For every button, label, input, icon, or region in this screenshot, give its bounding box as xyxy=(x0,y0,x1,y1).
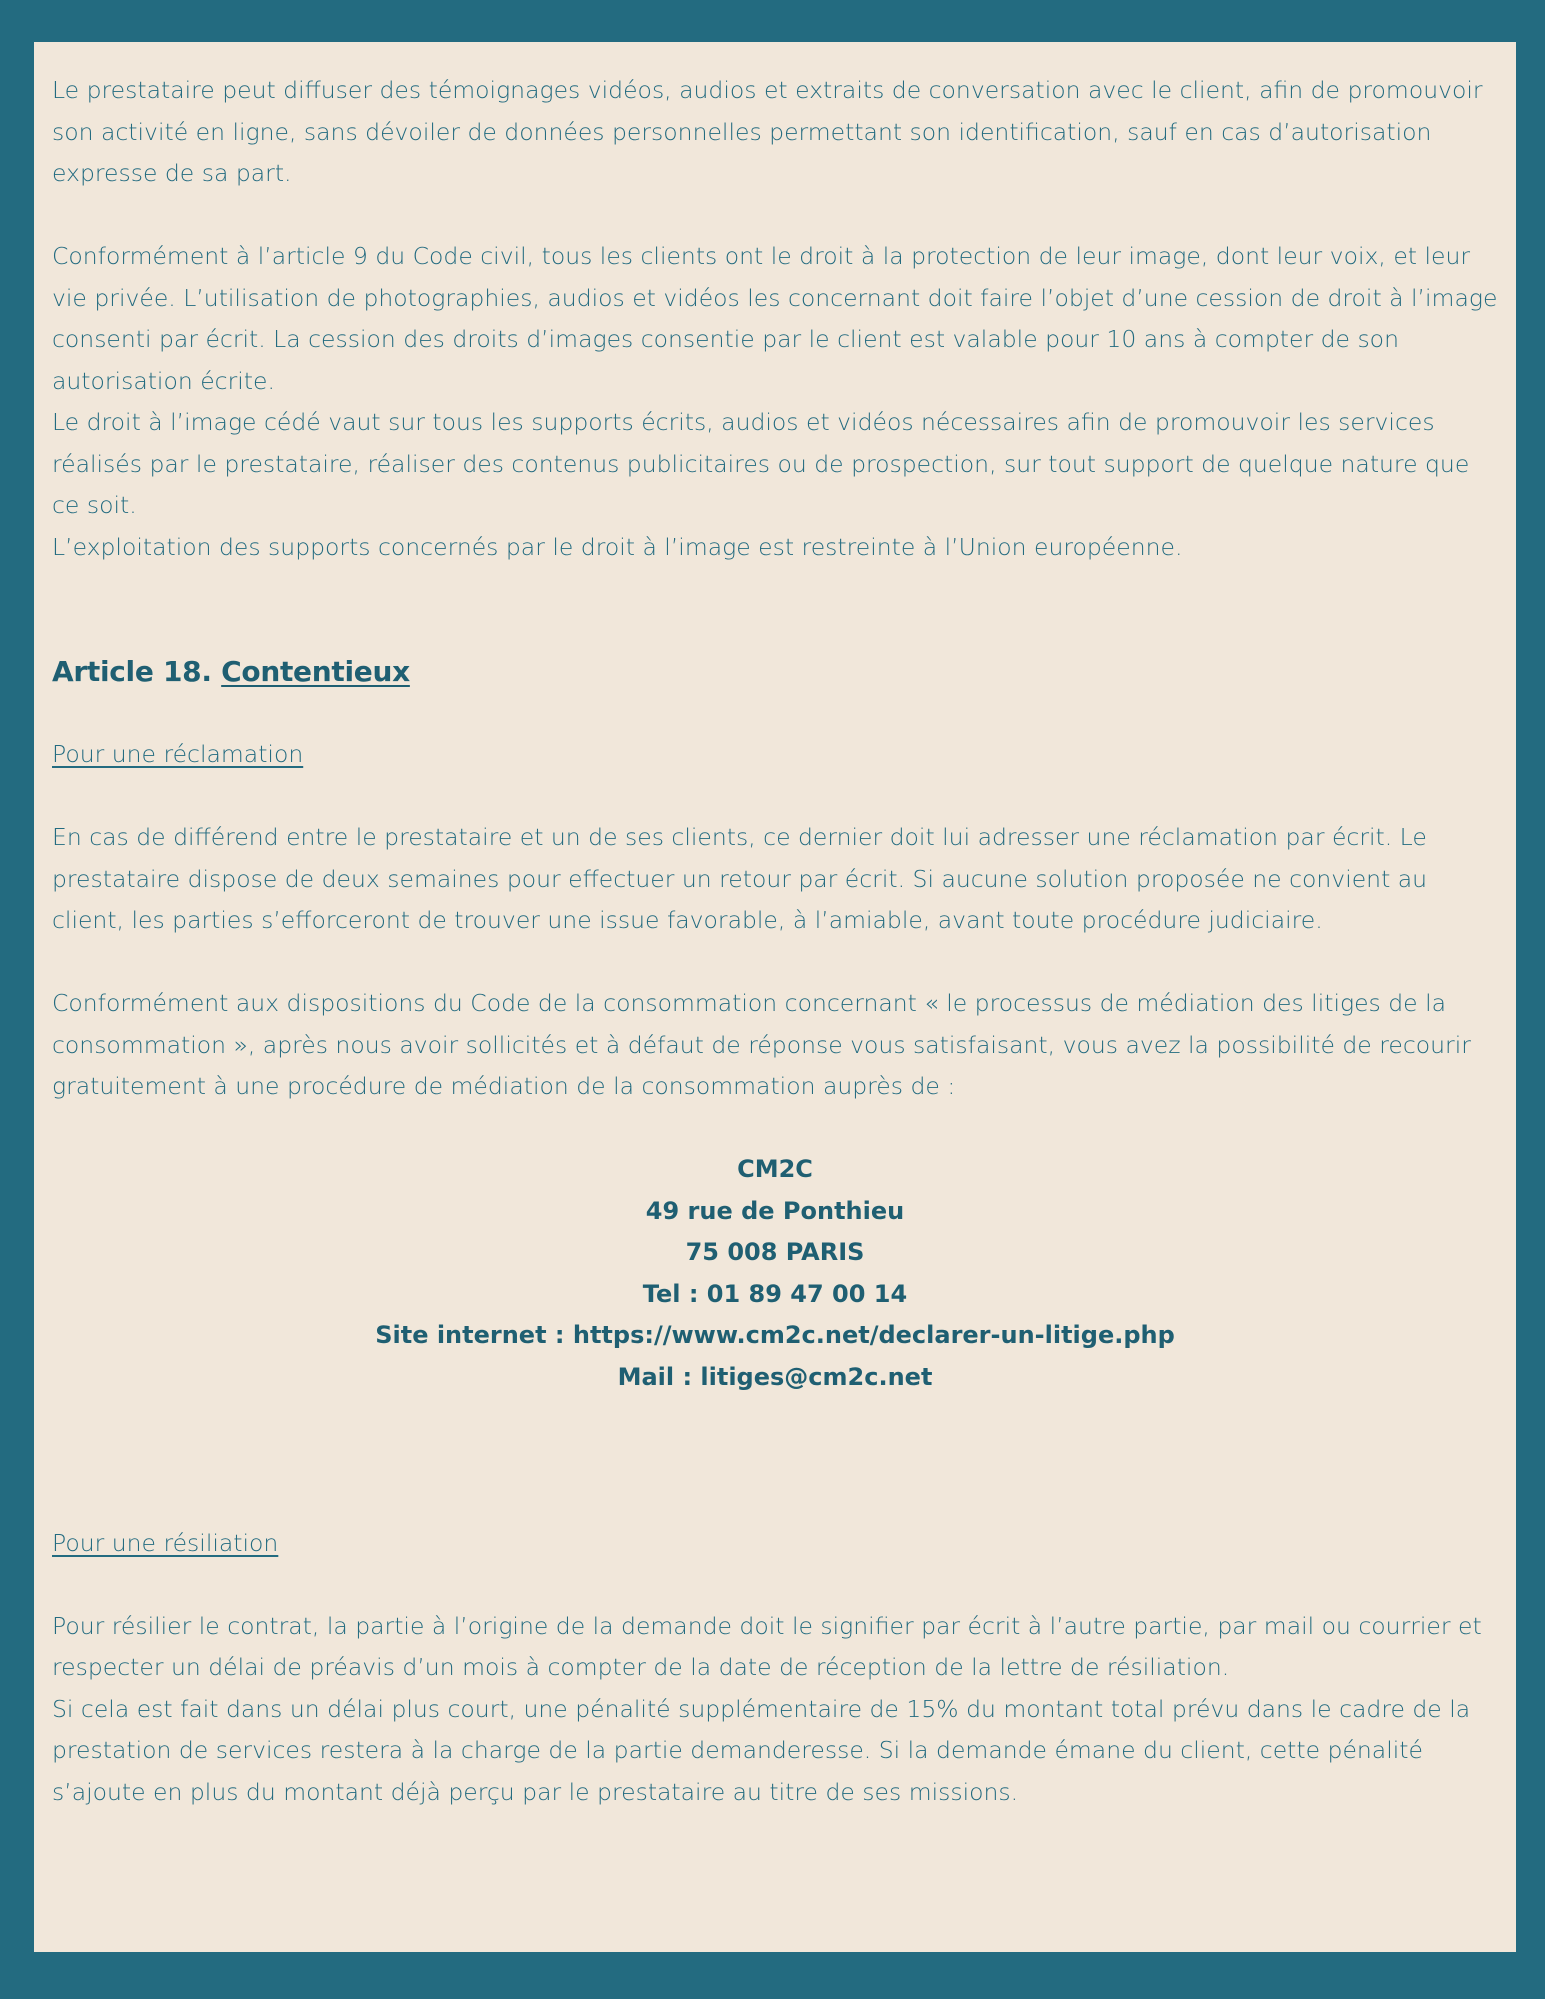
mediator-name: CM2C xyxy=(737,1155,813,1183)
document-page xyxy=(34,42,1516,1952)
mediator-street: 49 rue de Ponthieu xyxy=(645,1196,905,1225)
mediator-block xyxy=(52,1149,1498,1398)
intro-paragraph-testimonials: Le prestataire peut diffuser des témoignages vidéos, audios et extraits de conversation avec le client, afin de promouvoir son activité en ligne, sans dévoiler de données personnelles permettant son identification, sauf en cas d’autorisation expresse de sa part. xyxy=(52,76,1483,187)
intro-paragraph-image-supports: Le droit à l’image cédé vaut sur tous les supports écrits, audios et vidéos nécessaires afin de promouvoir les services réalisés par le prestataire, réaliser des contenus publicitaires ou de prospection, sur tout support de quelque nature que ce soit. xyxy=(52,408,1470,519)
resiliation-paragraph-notice: Pour résilier le contrat, la partie à l’origine de la demande doit le signifier par écrit à l’autre partie, par mail ou courrier et respecter un délai de préavis d’un mois à compter de la date de réception de la lettre de résiliation. xyxy=(52,1611,1482,1681)
mediator-website: Site internet : https://www.cm2c.net/declarer-un-litige.php xyxy=(375,1321,1175,1349)
resiliation-heading: Pour une résiliation xyxy=(52,1528,279,1557)
article-number: Article 18. xyxy=(52,655,212,688)
reclamation-paragraph-mediation: Conformément aux dispositions du Code de la consommation concernant « le processus de médiation des litiges de la consommation », après nous avoir sollicités et à défaut de réponse vous satisfaisant, vous avez la possibilité de recourir gratuitement à une procédure de médiation de la consommation auprès de : xyxy=(52,989,1471,1100)
reclamation-heading: Pour une réclamation xyxy=(52,740,304,768)
resiliation-paragraph-penalty: Si cela est fait dans un délai plus court, une pénalité supplémentaire de 15% du montant total prévu dans le cadre de la prestation de services restera à la charge de la partie demanderesse. Si la demande émane du client, cette pénalité s’ajoute en plus du montant déjà perçu par le prestataire au titre de ses missions. xyxy=(52,1694,1471,1806)
mediator-city: 75 008 PARIS xyxy=(685,1238,865,1266)
intro-paragraph-image-rights: Conformément à l’article 9 du Code civil, tous les clients ont le droit à la protection de leur image, dont leur voix, et leur vie privée. L’utilisation de photographies, audios et vidéos les concernant doit faire l’objet d’une cession de droit à l’image consenti par écrit. La cession des droits d’images consentie par le client est valable pour 10 ans à compter de son autorisation écrite. xyxy=(52,242,1498,395)
intro-paragraph-eu-restriction: L’exploitation des supports concernés par le droit à l’image est restreinte à l’Union européenne. xyxy=(52,532,1183,561)
mediator-tel: Tel : 01 89 47 00 14 xyxy=(642,1279,908,1308)
article-heading xyxy=(52,651,1498,693)
mediator-mail: Mail : litiges@cm2c.net xyxy=(617,1362,933,1391)
reclamation-paragraph-dispute: En cas de différend entre le prestataire et un de ses clients, ce dernier doit lui adresser une réclamation par écrit. Le prestataire dispose de deux semaines pour effectuer un retour par écrit. Si aucune solution proposée ne convient au client, les parties s’efforceront de trouver une issue favorable, à l’amiable, avant toute procédure judiciaire. xyxy=(52,823,1428,934)
article-title: Contentieux xyxy=(221,655,410,688)
